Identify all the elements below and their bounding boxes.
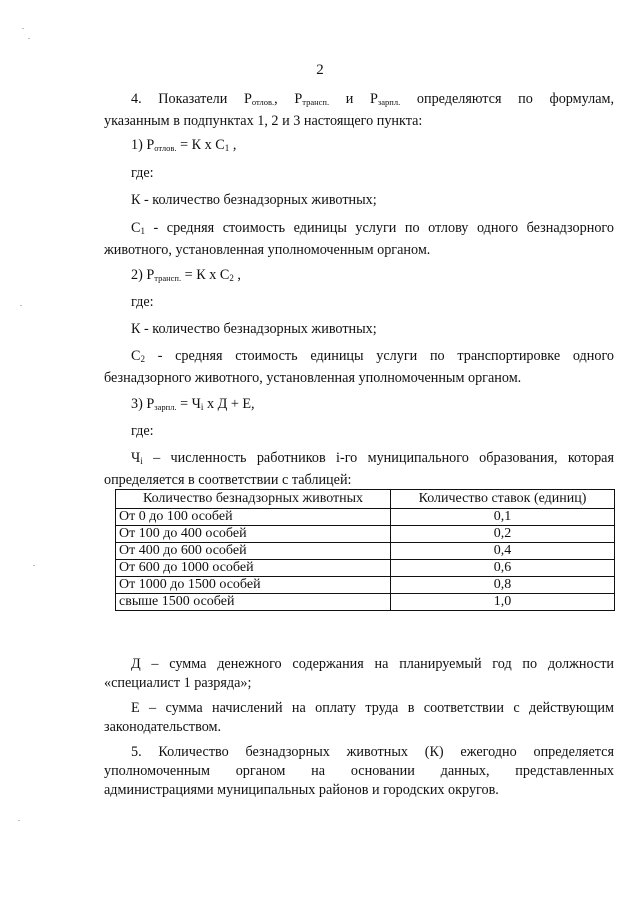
table-row bbox=[116, 577, 615, 594]
table-cell: От 1000 до 1500 особей bbox=[116, 577, 391, 594]
scan-speck bbox=[33, 565, 35, 566]
table-row bbox=[116, 526, 615, 543]
table-header: Количество безнадзорных животных bbox=[116, 490, 391, 509]
table-row bbox=[116, 543, 615, 560]
table-cell: От 400 до 600 особей bbox=[116, 543, 391, 560]
k-definition-2: К - количество безнадзорных животных; bbox=[131, 321, 377, 337]
scan-speck bbox=[18, 820, 20, 821]
table-cell: 0,1 bbox=[391, 509, 615, 526]
table-cell: 0,2 bbox=[391, 526, 615, 543]
paragraph-5: 5. Количество безнадзорных животных (К) ежегодно определяется уполномоченным органом на основании данных, представленных администрациями муниципальных районов и городских округов. bbox=[104, 744, 614, 798]
table-cell: 0,8 bbox=[391, 577, 615, 594]
table-cell: 0,6 bbox=[391, 560, 615, 577]
table-header: Количество ставок (единиц) bbox=[391, 490, 615, 509]
table-cell: От 100 до 400 особей bbox=[116, 526, 391, 543]
table-cell: 0,4 bbox=[391, 543, 615, 560]
table-cell: От 600 до 1000 особей bbox=[116, 560, 391, 577]
c2-definition: $С_2$ - средняя стоимость единицы услуги по транспортировке одного безнадзорного животного, установленная уполномоченным органом. bbox=[104, 348, 614, 386]
paragraph-4 bbox=[104, 90, 614, 131]
formula-3: 3) $P_{зарпл.} = Ч_i$ х Д + Е, bbox=[131, 396, 255, 412]
d-definition: Д – сумма денежного содержания на планируемый год по должности «специалист 1 разряда»; bbox=[104, 656, 614, 691]
page-number: 2 bbox=[316, 62, 324, 78]
rates-table bbox=[115, 489, 615, 611]
k-definition-1: К - количество безнадзорных животных; bbox=[131, 192, 377, 208]
paragraph-4-line-1: 4. Показатели $P_{отлов.}$, $P_{трансп.}$ и $P_{зарпл.}$ определяются по формулам, bbox=[131, 91, 615, 107]
table-cell: От 0 до 100 особей bbox=[116, 509, 391, 526]
scan-speck bbox=[28, 38, 30, 39]
table-cell: свыше 1500 особей bbox=[116, 594, 391, 611]
table-cell: 1,0 bbox=[391, 594, 615, 611]
scan-speck bbox=[22, 28, 24, 29]
table-row bbox=[116, 509, 615, 526]
where-label-3: где: bbox=[131, 423, 154, 439]
chi-definition: $Ч_i$ – численность работников i-го муниципального образования, которая определяется в соответствии с таблицей: bbox=[104, 450, 614, 488]
paragraph-4-line-2: указанным в подпунктах 1, 2 и 3 настоящего пункта: bbox=[104, 113, 423, 129]
formula-2: 2) $P_{трансп.} = К$ х $С_2$ , bbox=[131, 267, 241, 283]
table-row bbox=[116, 560, 615, 577]
c1-definition: $С_1$ - средняя стоимость единицы услуги по отлову одного безнадзорного животного, установленная уполномоченным органом. bbox=[104, 220, 614, 258]
where-label-2: где: bbox=[131, 294, 154, 310]
table-header-row bbox=[116, 490, 615, 509]
scan-speck bbox=[20, 305, 22, 306]
formula-1: 1) $P_{отлов.} = К$ х $С_1$ , bbox=[131, 137, 237, 153]
table-row bbox=[116, 594, 615, 611]
where-label-1: где: bbox=[131, 165, 154, 181]
e-definition: Е – сумма начислений на оплату труда в соответствии с действующим законодательством. bbox=[104, 700, 614, 735]
